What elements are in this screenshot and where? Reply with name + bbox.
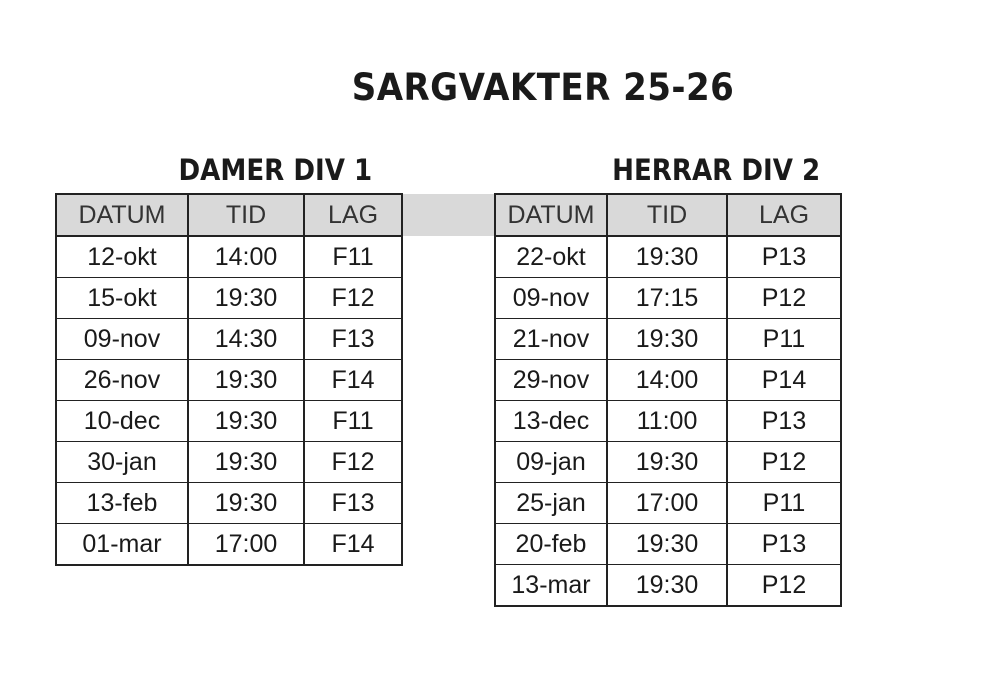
cell-datum: 09-nov [56, 319, 188, 360]
herrar-section-title: HERRAR DIV 2 [611, 153, 820, 187]
table-row [495, 319, 841, 360]
cell-datum: 15-okt [56, 278, 188, 319]
cell-tid: 19:30 [607, 236, 727, 278]
damer-schedule-table [55, 193, 403, 566]
cell-datum: 25-jan [495, 483, 607, 524]
cell-lag: F11 [304, 236, 402, 278]
table-row [56, 483, 402, 524]
cell-datum: 13-mar [495, 565, 607, 607]
column-header-lag: LAG [727, 194, 841, 236]
cell-lag: P13 [727, 524, 841, 565]
table-header-row [56, 194, 402, 236]
table-row [56, 319, 402, 360]
cell-lag: P13 [727, 401, 841, 442]
cell-lag: F14 [304, 360, 402, 401]
cell-lag: P12 [727, 565, 841, 607]
cell-tid: 19:30 [607, 319, 727, 360]
cell-datum: 29-nov [495, 360, 607, 401]
cell-tid: 17:00 [607, 483, 727, 524]
table-row [495, 401, 841, 442]
table-row [495, 278, 841, 319]
column-header-datum: DATUM [56, 194, 188, 236]
cell-tid: 19:30 [607, 565, 727, 607]
damer-section-title: DAMER DIV 1 [178, 153, 372, 187]
column-header-datum: DATUM [495, 194, 607, 236]
cell-lag: F13 [304, 319, 402, 360]
cell-datum: 13-dec [495, 401, 607, 442]
cell-lag: P12 [727, 442, 841, 483]
table-row [495, 565, 841, 607]
cell-tid: 19:30 [188, 442, 304, 483]
page-title: SARGVAKTER 25-26 [351, 66, 735, 109]
cell-tid: 14:30 [188, 319, 304, 360]
table-row [56, 360, 402, 401]
cell-lag: F14 [304, 524, 402, 566]
herrar-schedule-table [494, 193, 842, 607]
table-row [495, 524, 841, 565]
table-header-row [495, 194, 841, 236]
cell-datum: 12-okt [56, 236, 188, 278]
cell-tid: 14:00 [607, 360, 727, 401]
cell-tid: 19:30 [188, 360, 304, 401]
cell-lag: P12 [727, 278, 841, 319]
cell-tid: 19:30 [188, 401, 304, 442]
cell-datum: 30-jan [56, 442, 188, 483]
cell-lag: F11 [304, 401, 402, 442]
column-header-tid: TID [607, 194, 727, 236]
table-row [56, 524, 402, 566]
table-row [495, 483, 841, 524]
cell-tid: 19:30 [188, 483, 304, 524]
table-row [495, 236, 841, 278]
cell-tid: 19:30 [607, 524, 727, 565]
cell-datum: 22-okt [495, 236, 607, 278]
table-row [495, 442, 841, 483]
cell-tid: 19:30 [607, 442, 727, 483]
table-row [56, 442, 402, 483]
cell-tid: 14:00 [188, 236, 304, 278]
cell-datum: 26-nov [56, 360, 188, 401]
cell-tid: 17:15 [607, 278, 727, 319]
column-header-lag: LAG [304, 194, 402, 236]
cell-datum: 09-jan [495, 442, 607, 483]
table-row [56, 236, 402, 278]
cell-tid: 19:30 [188, 278, 304, 319]
cell-datum: 01-mar [56, 524, 188, 566]
cell-datum: 20-feb [495, 524, 607, 565]
header-band-filler [400, 194, 494, 236]
cell-datum: 13-feb [56, 483, 188, 524]
cell-lag: P11 [727, 319, 841, 360]
cell-tid: 17:00 [188, 524, 304, 566]
table-row [495, 360, 841, 401]
cell-datum: 10-dec [56, 401, 188, 442]
cell-lag: F12 [304, 278, 402, 319]
cell-lag: P14 [727, 360, 841, 401]
cell-datum: 09-nov [495, 278, 607, 319]
cell-lag: F12 [304, 442, 402, 483]
table-row [56, 278, 402, 319]
cell-lag: F13 [304, 483, 402, 524]
cell-datum: 21-nov [495, 319, 607, 360]
cell-tid: 11:00 [607, 401, 727, 442]
column-header-tid: TID [188, 194, 304, 236]
cell-lag: P11 [727, 483, 841, 524]
table-row [56, 401, 402, 442]
cell-lag: P13 [727, 236, 841, 278]
